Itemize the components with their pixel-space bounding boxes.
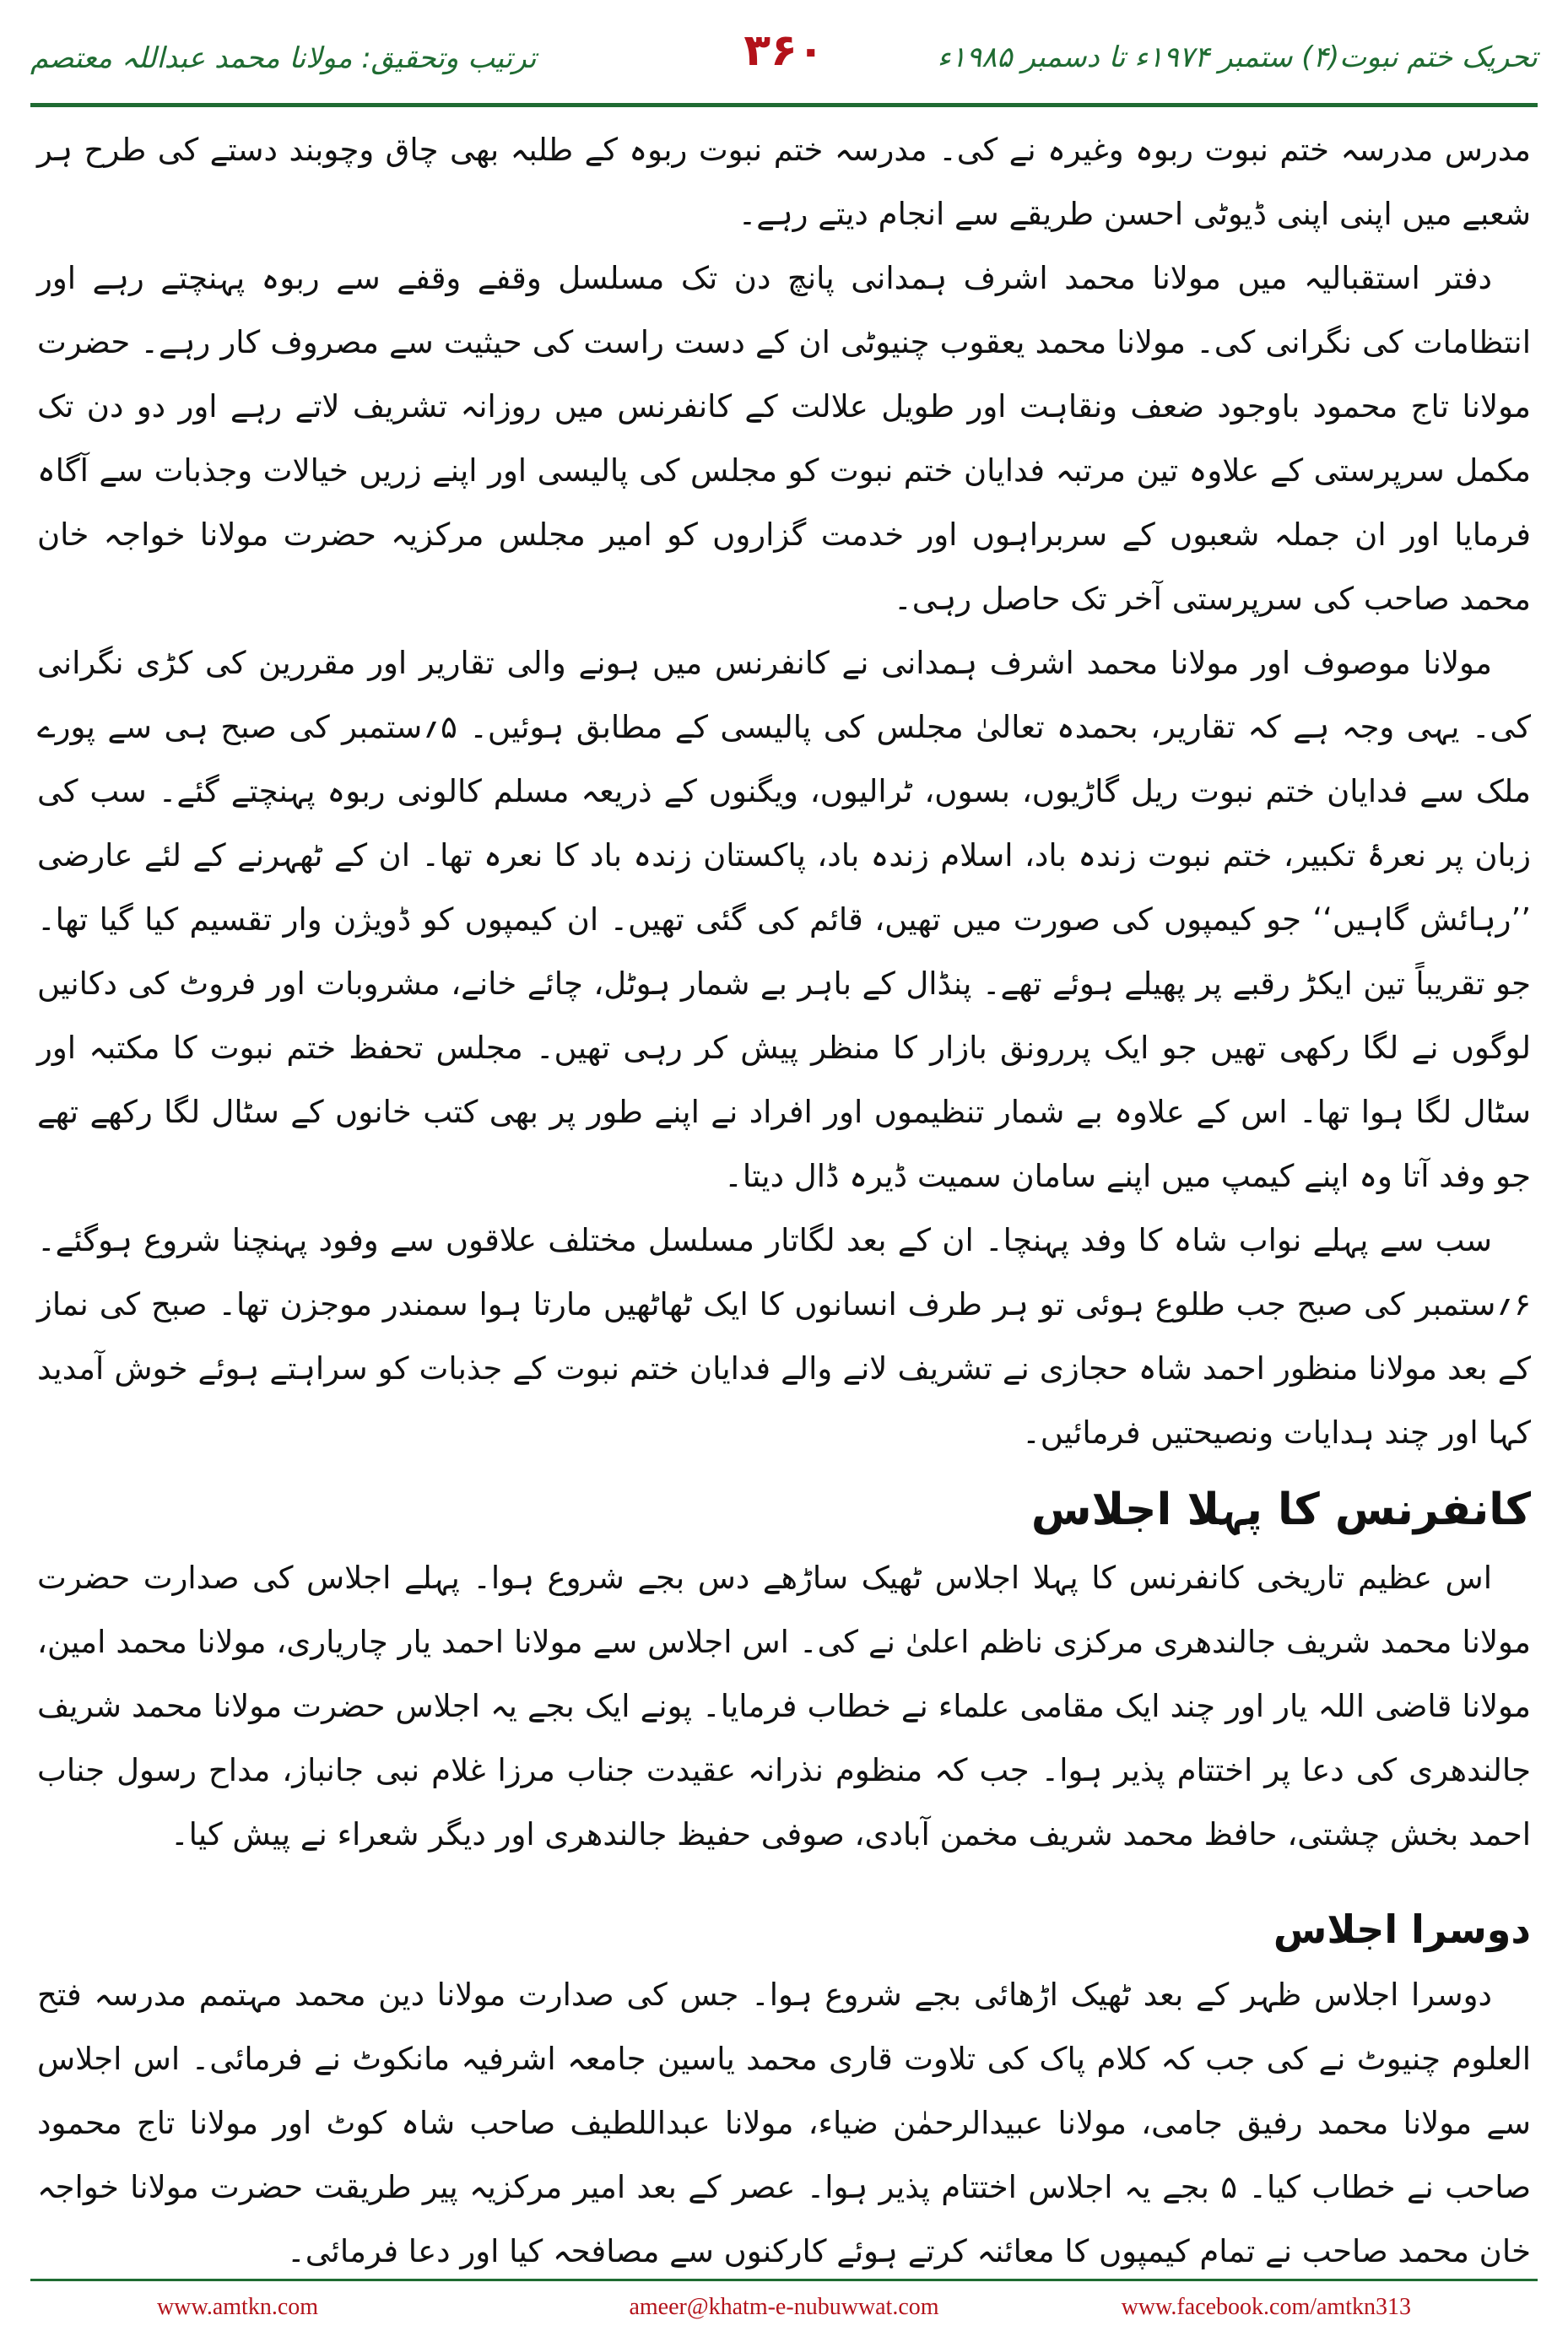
paragraph-4: سب سے پہلے نواب شاہ کا وفد پہنچا۔ ان کے بعد لگاتار مسلسل مختلف علاقوں سے وفود پہنچنا شروع ہوگئے۔ ۶؍ستمبر کی صبح جب طلوع ہوئی تو ہر طرف انسانوں کا ایک ٹھاٹھیں مارتا ہوا سمندر موجزن تھا۔ صبح کی نماز کے بعد مولانا منظور احمد شاہ حجازی نے تشریف لانے والے فدایان ختم نبوت کے جذبات کو سراہتے ہوئے خوش آمدید کہا اور چند ہدایات ونصیحتیں فرمائیں۔ xyxy=(37,1222,1531,1451)
footer-email-link[interactable]: ameer@khatm-e-nubuwwat.com xyxy=(629,2294,939,2320)
page-content xyxy=(37,118,1531,2284)
section-heading-second-session: دوسرا اجلاس xyxy=(1273,1907,1531,1952)
paragraph-first-session: اس عظیم تاریخی کانفرنس کا پہلا اجلاس ٹھیک ساڑھے دس بجے شروع ہوا۔ پہلے اجلاس کی صدارت حضرت مولانا محمد شریف جالندھری مرکزی ناظم اعلیٰ نے کی۔ اس اجلاس سے مولانا احمد یار چاریاری، مولانا محمد امین، مولانا قاضی اللہ یار اور چند ایک مقامی علماء نے خطاب فرمایا۔ پونے ایک بجے یہ اجلاس حضرت مولانا محمد شریف جالندھری کی دعا پر اختتام پذیر ہوا۔ جب کہ منظوم نذرانہ عقیدت جناب مرزا غلام نبی جانباز، مداح رسول جناب احمد بخش چشتی، حافظ محمد شریف مخمن آبادی، صوفی حفیظ جالندھری اور دیگر شعراء نے پیش کیا۔ xyxy=(37,1560,1531,1853)
header-book-title: تحریک ختم نبوت(۴) ستمبر ۱۹۷۴ء تا دسمبر ۱۹۸۵ء xyxy=(937,41,1538,74)
page-number: ۳۶۰ xyxy=(743,25,825,76)
page-header xyxy=(30,24,1538,100)
page-footer xyxy=(30,2287,1538,2329)
header-compiler-credit: ترتیب وتحقیق: مولانا محمد عبداللہ معتصم xyxy=(30,41,537,75)
paragraph-3: مولانا موصوف اور مولانا محمد اشرف ہمدانی نے کانفرنس میں ہونے والی تقاریر اور مقررین کی کڑی نگرانی کی۔ یہی وجہ ہے کہ تقاریر، بحمدہ تعالیٰ مجلس کی پالیسی کے مطابق ہوئیں۔ ۵؍ستمبر کی صبح ہی سے پورے ملک سے فدایان ختم نبوت ریل گاڑیوں، بسوں، ٹرالیوں، ویگنوں کے ذریعہ مسلم کالونی ربوہ پہنچتے گئے۔ سب کی زبان پر نعرۂ تکبیر، ختم نبوت زندہ باد، اسلام زندہ باد، پاکستان زندہ باد کا نعرہ تھا۔ ان کے ٹھہرنے کے لئے عارضی ’’رہائش گاہیں‘‘ جو کیمپوں کی صورت میں تھیں، قائم کی گئی تھیں۔ ان کیمپوں کو ڈویژن وار تقسیم کیا گیا تھا۔ جو تقریباً تین ایکڑ رقبے پر پھیلے ہوئے تھے۔ پنڈال کے باہر بے شمار ہوٹل، چائے خانے، مشروبات اور فروٹ کی دکانیں لوگوں نے لگا رکھی تھیں جو ایک پررونق بازار کا منظر پیش کر رہی تھیں۔ مجلس تحفظ ختم نبوت کا مکتبہ اور سٹال لگا ہوا تھا۔ اس کے علاوہ بے شمار تنظیموں اور افراد نے اپنے طور پر بھی کتب خانوں کے سٹال لگا رکھے تھے جو وفد آتا وہ اپنے کیمپ میں اپنے سامان سمیت ڈیرہ ڈال دیتا۔ xyxy=(37,645,1531,1194)
footer-divider xyxy=(30,2279,1538,2281)
section-heading-first-session: کانفرنس کا پہلا اجلاس xyxy=(1030,1485,1531,1535)
footer-website-link[interactable]: www.amtkn.com xyxy=(157,2294,319,2320)
paragraph-2: دفتر استقبالیہ میں مولانا محمد اشرف ہمدانی پانچ دن تک مسلسل وقفے وقفے سے ربوہ پہنچتے رہے اور انتظامات کی نگرانی کی۔ مولانا محمد یعقوب چنیوٹی ان کے دست راست کی حیثیت سے مصروف کار رہے۔ حضرت مولانا تاج محمود باوجود ضعف ونقاہت اور طویل علالت کے کانفرنس میں روزانہ تشریف لاتے رہے اور دو دن تک مکمل سرپرستی کے علاوہ تین مرتبہ فدایان ختم نبوت کو مجلس کی پالیسی اور اپنے زریں خیالات وجذبات سے آگاہ فرمایا اور ان جملہ شعبوں کے سربراہوں اور خدمت گزاروں کو امیر مجلس مرکزیہ حضرت مولانا خواجہ خان محمد صاحب کی سرپرستی آخر تک حاصل رہی۔ xyxy=(37,260,1531,617)
paragraph-1: مدرس مدرسہ ختم نبوت ربوہ وغیرہ نے کی۔ مدرسہ ختم نبوت ربوہ کے طلبہ بھی چاق وچوبند دستے کی طرح ہر شعبے میں اپنی اپنی ڈیوٹی احسن طریقے سے انجام دیتے رہے۔ xyxy=(37,132,1531,232)
footer-facebook-link[interactable]: www.facebook.com/amtkn313 xyxy=(1121,2294,1411,2320)
paragraph-second-session: دوسرا اجلاس ظہر کے بعد ٹھیک اڑھائی بجے شروع ہوا۔ جس کی صدارت مولانا دین محمد مہتمم مدرسہ فتح العلوم چنیوٹ نے کی جب کہ کلام پاک کی تلاوت قاری محمد یاسین جامعہ اشرفیہ مانکوٹ نے فرمائی۔ اس اجلاس سے مولانا محمد رفیق جامی، مولانا عبیدالرحمٰن ضیاء، مولانا عبداللطیف صاحب شاہ کوٹ اور مولانا تاج محمود صاحب نے خطاب کیا۔ ۵ بجے یہ اجلاس اختتام پذیر ہوا۔ عصر کے بعد امیر مرکزیہ پیر طریقت حضرت مولانا خواجہ خان محمد صاحب نے تمام کیمپوں کا معائنہ کرتے ہوئے کارکنوں سے مصافحہ کیا اور دعا فرمائی۔ xyxy=(37,1977,1532,2269)
header-divider xyxy=(30,103,1538,107)
